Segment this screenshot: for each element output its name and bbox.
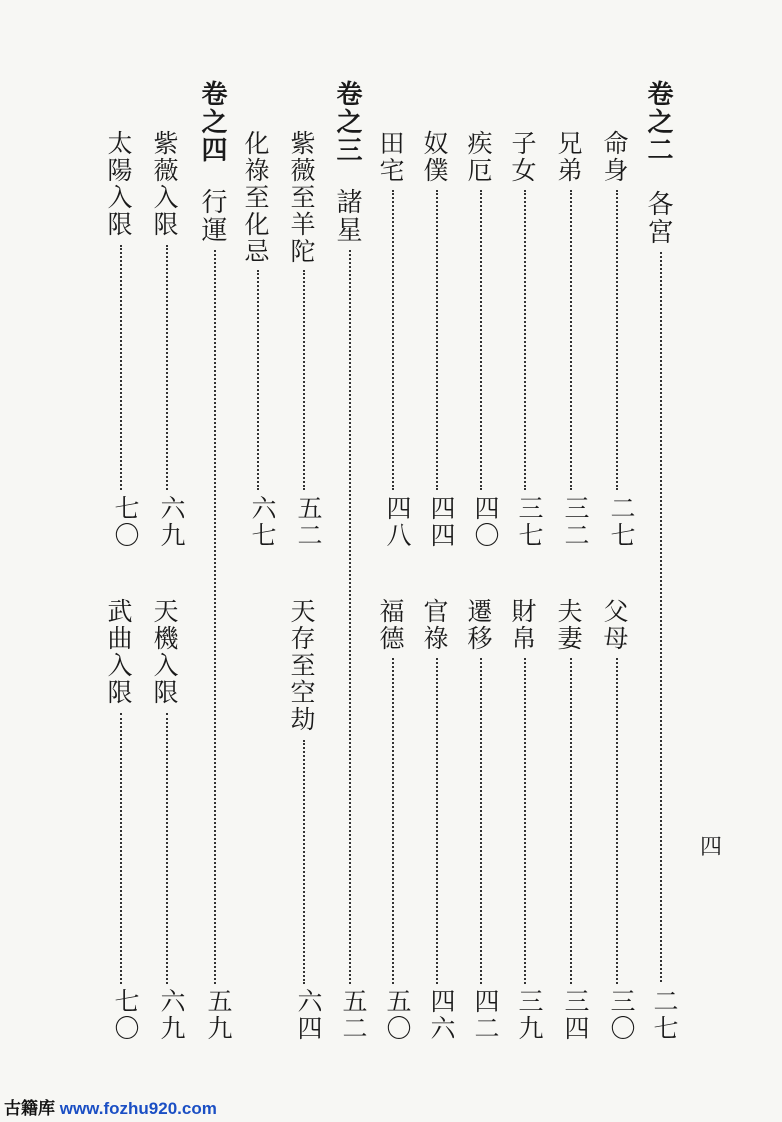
page-num-jie: 四〇 (471, 495, 500, 549)
leader-dots (616, 190, 618, 490)
juan2-title: 各宮 (643, 190, 673, 246)
toc-entry-tianji-ruxian: 天機入限 (150, 598, 179, 706)
page-num-ziwei-yangtuo: 五二 (294, 495, 323, 549)
page-num-taiyang-ruxian: 七〇 (111, 495, 140, 549)
toc-entry-fumu: 父母 (600, 598, 629, 652)
toc-entry-nupu: 奴僕 (420, 130, 449, 184)
toc-entry-xiongdi: 兄弟 (554, 130, 583, 184)
toc-entry-taiyang-ruxian: 太陽入限 (104, 130, 133, 238)
page-num-wuqu-ruxian: 七〇 (111, 988, 140, 1042)
leader-dots (120, 713, 122, 984)
juan2-heading: 卷之二 (643, 80, 673, 164)
page-num-nupu: 四四 (427, 495, 456, 549)
footer-watermark (4, 1094, 217, 1119)
page-num-qianyi: 四二 (471, 988, 500, 1042)
leader-dots (303, 740, 305, 984)
page-num-zinu: 三七 (515, 495, 544, 549)
toc-entry-ziwei-ruxian: 紫薇入限 (150, 130, 179, 238)
leader-dots (616, 658, 618, 984)
juan2-page: 二七 (650, 988, 679, 1042)
juan3-title: 諸星 (332, 188, 362, 244)
folio-page-number: 四 (700, 835, 723, 860)
page-num-tianji-ruxian: 六九 (157, 988, 186, 1042)
leader-dots (166, 245, 168, 490)
page-num-ziwei-ruxian: 六九 (157, 495, 186, 549)
toc-entry-hualu: 化祿至化忌 (241, 130, 270, 265)
leader-dots (257, 270, 259, 490)
page-num-tianzhai: 四八 (383, 495, 412, 549)
leader-dots (524, 190, 526, 490)
leader-dots (214, 250, 216, 984)
leader-dots (570, 190, 572, 490)
juan4-title: 行運 (197, 188, 227, 244)
toc-entry-fude: 福德 (376, 598, 405, 652)
page-num-guanlu: 四六 (427, 988, 456, 1042)
leader-dots (303, 270, 305, 490)
leader-dots (570, 658, 572, 984)
juan4-page: 五九 (204, 988, 233, 1042)
toc-entry-mingshen: 命身 (600, 130, 629, 184)
toc-entry-qianyi: 遷移 (464, 598, 493, 652)
leader-dots (392, 190, 394, 490)
leader-dots (660, 252, 662, 982)
toc-entry-guanlu: 官祿 (420, 598, 449, 652)
toc-entry-wuqu-ruxian: 武曲入限 (104, 598, 133, 706)
juan3-heading: 卷之三 (332, 80, 362, 164)
page-num-tiancun: 六四 (294, 988, 323, 1042)
toc-entry-fuqi: 夫妻 (554, 598, 583, 652)
leader-dots (524, 658, 526, 984)
toc-entry-tianzhai: 田宅 (376, 130, 405, 184)
leader-dots (120, 245, 122, 490)
toc-entry-ziwei-yangtuo: 紫薇至羊陀 (287, 130, 316, 265)
leader-dots (349, 250, 351, 984)
juan4-heading: 卷之四 (197, 80, 227, 164)
page-num-hualu: 六七 (248, 495, 277, 549)
juan3-page: 五二 (339, 988, 368, 1042)
leader-dots (480, 658, 482, 984)
page-num-mingshen: 二七 (607, 495, 636, 549)
leader-dots (392, 658, 394, 984)
toc-entry-jie: 疾厄 (464, 130, 493, 184)
leader-dots (480, 190, 482, 490)
leader-dots (436, 658, 438, 984)
page-num-fude: 五〇 (383, 988, 412, 1042)
page-num-caibo: 三九 (515, 988, 544, 1042)
toc-entry-tiancun: 天存至空劫 (287, 598, 316, 733)
toc-entry-zinu: 子女 (508, 130, 537, 184)
page-num-fumu: 三〇 (607, 988, 636, 1042)
leader-dots (166, 713, 168, 984)
page-num-xiongdi: 三二 (561, 495, 590, 549)
leader-dots (436, 190, 438, 490)
footer-domain[interactable]: www.fozhu920.com (59, 1099, 217, 1118)
page-num-fuqi: 三四 (561, 988, 590, 1042)
toc-entry-caibo: 財帛 (508, 598, 537, 652)
footer-brand: 古籍库 (4, 1099, 55, 1118)
